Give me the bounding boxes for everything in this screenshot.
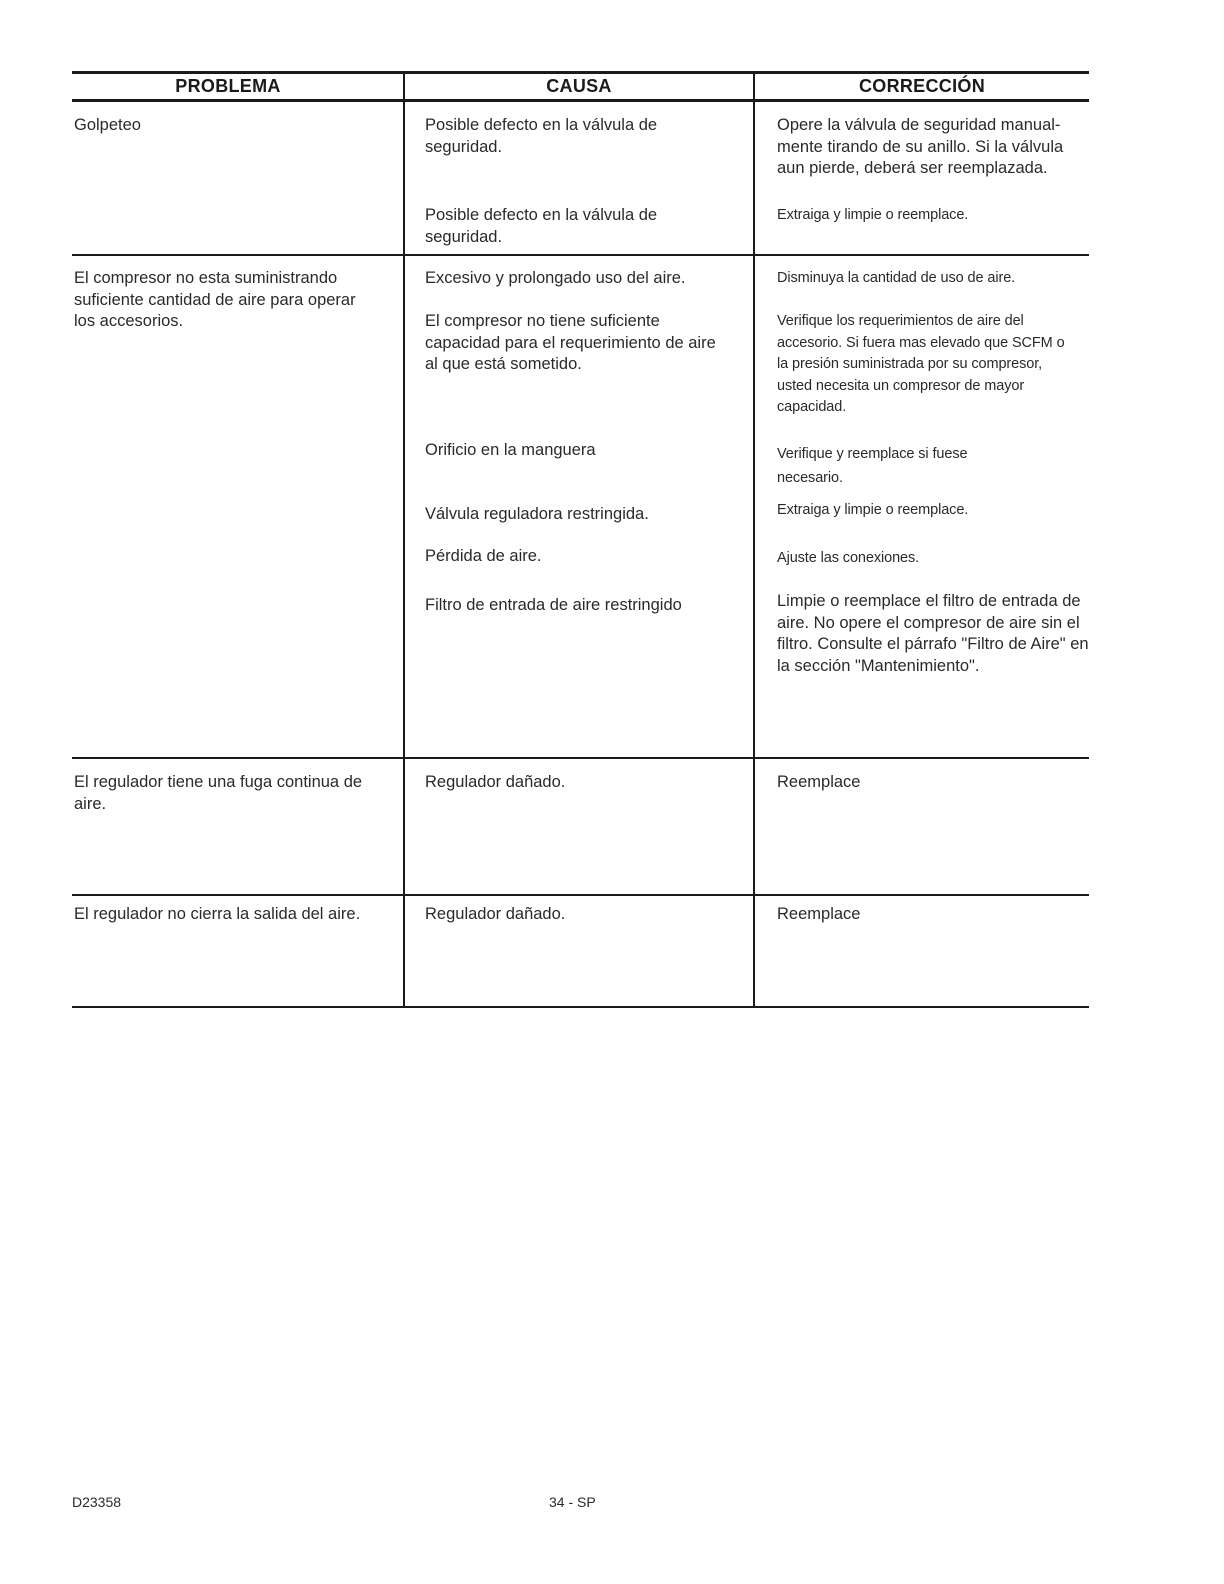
row-3-cause-1: Regulador dañado.	[425, 773, 566, 791]
row-2-correction-4: Extraiga y limpie o reemplace.	[777, 502, 969, 518]
header-problem: PROBLEMA	[175, 76, 281, 96]
row-2-correction-3: Verifique y reemplace si fuese necesario.	[777, 446, 968, 486]
header-correction: CORRECCIÓN	[858, 76, 985, 96]
header-cause: CAUSA	[546, 76, 612, 96]
row-3-correction-1: Reemplace	[777, 773, 861, 791]
row-3-problem: El regulador tiene una fuga continua de aire.	[74, 773, 363, 813]
row-1-bottom-rule	[72, 254, 1089, 256]
row-2-cause-5: Pérdida de aire.	[425, 547, 542, 565]
page-number: 34 - SP	[549, 1494, 596, 1510]
table-bottom-rule	[72, 1006, 1089, 1008]
row-2-bottom-rule	[72, 757, 1089, 759]
document-number: D23358	[72, 1494, 122, 1510]
row-3-bottom-rule	[72, 894, 1089, 896]
row-2-correction-6: Limpie o reemplace el filtro de entrada de aire. No opere el compresor de aire sin el filtro. Consulte el párrafo "Filtro de Aire" en la sección "Mantenimiento".	[777, 592, 1089, 675]
column-divider-2	[753, 71, 755, 1008]
row-2-correction-2: Verifique los requerimientos de aire del accesorio. Si fuera mas elevado que SCFM o la presión suministrada por su compresor, usted necesita un compresor de mayor capacidad.	[777, 313, 1065, 415]
table-top-rule	[72, 71, 1089, 74]
row-2-cause-6: Filtro de entrada de aire restringido	[425, 596, 682, 614]
row-2-correction-5: Ajuste las conexiones.	[777, 550, 920, 566]
row-1-cause-1: Posible defecto en la válvula de seguridad.	[425, 116, 658, 156]
row-1-problem: Golpeteo	[74, 116, 141, 134]
row-2-cause-1: Excesivo y prolongado uso del aire.	[425, 269, 686, 287]
row-2-cause-2: El compresor no tiene suficiente capacidad para el requerimiento de aire al que está sometido.	[425, 312, 716, 373]
row-1-correction-2: Extraiga y limpie o reemplace.	[777, 207, 969, 223]
row-4-cause-1: Regulador dañado.	[425, 905, 566, 923]
column-divider-1	[403, 71, 405, 1008]
row-1-correction-1: Opere la válvula de seguridad manual- mente tirando de su anillo. Si la válvula aun pierde, deberá ser reemplazada.	[777, 116, 1064, 177]
row-1-cause-2: Posible defecto en la válvula de seguridad.	[425, 206, 658, 246]
row-2-problem: El compresor no esta suministrando suficiente cantidad de aire para operar los accesorios.	[74, 269, 356, 330]
row-2-cause-3: Orificio en la manguera	[425, 441, 596, 459]
row-2-cause-4: Válvula reguladora restringida.	[425, 505, 649, 523]
row-2-correction-1: Disminuya la cantidad de uso de aire.	[777, 270, 1016, 286]
row-4-problem: El regulador no cierra la salida del aire.	[74, 905, 361, 923]
row-4-correction-1: Reemplace	[777, 905, 861, 923]
header-bottom-rule	[72, 99, 1089, 102]
